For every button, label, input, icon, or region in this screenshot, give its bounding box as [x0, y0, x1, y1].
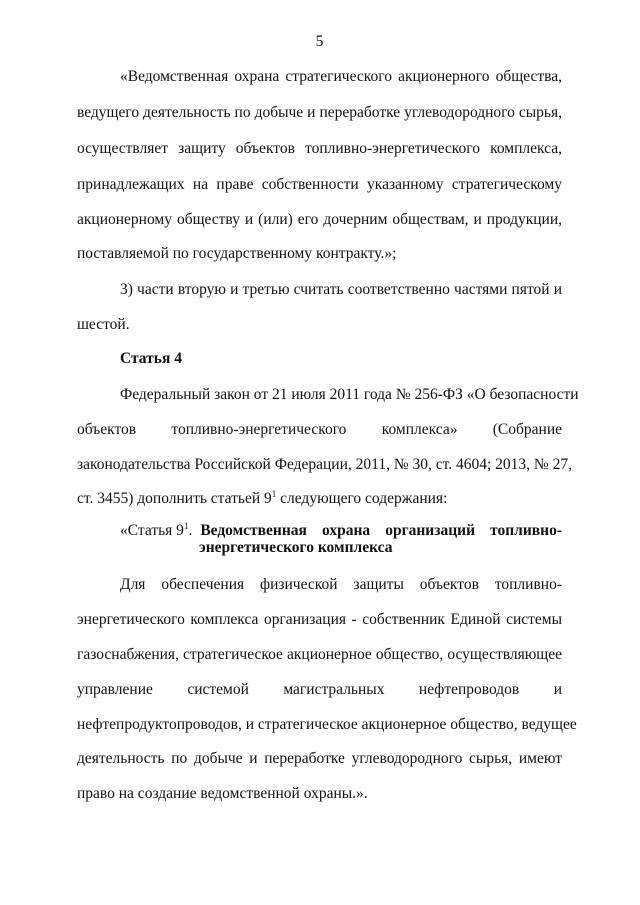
paragraph-line: 3) части вторую и третью считать соответственно частями пятой и	[120, 281, 562, 298]
paragraph-line: законодательства Российской Федерации, 2011, № 30, ст. 4604; 2013, № 27,	[77, 456, 572, 473]
article-title-continued: энергетического комплекса	[199, 539, 393, 556]
article-9-1-heading	[120, 522, 562, 556]
paragraph-line: объектов топливно-энергетического комплекса» (Собрание	[77, 421, 562, 438]
superscript: 1	[183, 521, 189, 531]
paragraph-line: «Ведомственная охрана стратегического акционерного общества,	[120, 68, 562, 85]
paragraph-line: газоснабжения, стратегическое акционерное общество, осуществляющее	[77, 646, 562, 663]
article-heading: Статья 4	[120, 350, 182, 367]
paragraph-line: поставляемой по государственному контракту.»;	[77, 245, 397, 262]
paragraph-line: Для обеспечения физической защиты объектов топливно-	[120, 576, 562, 593]
article-label: «Статья $9^1$.	[120, 521, 193, 539]
paragraph-line	[77, 490, 562, 508]
paragraph-line: деятельность по добыче и переработке углеводородного сырья, имеют	[77, 750, 562, 767]
paragraph-line: акционерному обществу и (или) его дочерним обществам, и продукции,	[77, 211, 562, 228]
superscript: 1	[271, 489, 277, 499]
paragraph-line: управление системой магистральных нефтепроводов и	[77, 681, 562, 698]
paragraph-line: осуществляет защиту объектов топливно-энергетического комплекса,	[77, 140, 562, 157]
paragraph-line: нефтепродуктопроводов, и стратегическое акционерное общество, ведущее	[77, 716, 577, 733]
paragraph-line: ведущего деятельность по добыче и переработке углеводородного сырья,	[77, 104, 562, 121]
article-title: Ведомственная охрана организаций топливно-	[200, 522, 562, 539]
paragraph-line: шестой.	[77, 316, 130, 333]
paragraph-line: энергетического комплекса организация - собственник Единой системы	[77, 611, 562, 628]
page-number: 5	[315, 33, 324, 50]
paragraph-line: право на создание ведомственной охраны.».	[77, 785, 368, 802]
paragraph-line: принадлежащих на праве собственности указанному стратегическому	[77, 176, 562, 193]
text-fragment: ст. 3455) дополнить статьей 9	[77, 490, 272, 507]
text-fragment: следующего содержания:	[276, 490, 448, 507]
paragraph-line: Федеральный закон от 21 июля 2011 года № 256-ФЗ «О безопасности	[120, 386, 579, 403]
